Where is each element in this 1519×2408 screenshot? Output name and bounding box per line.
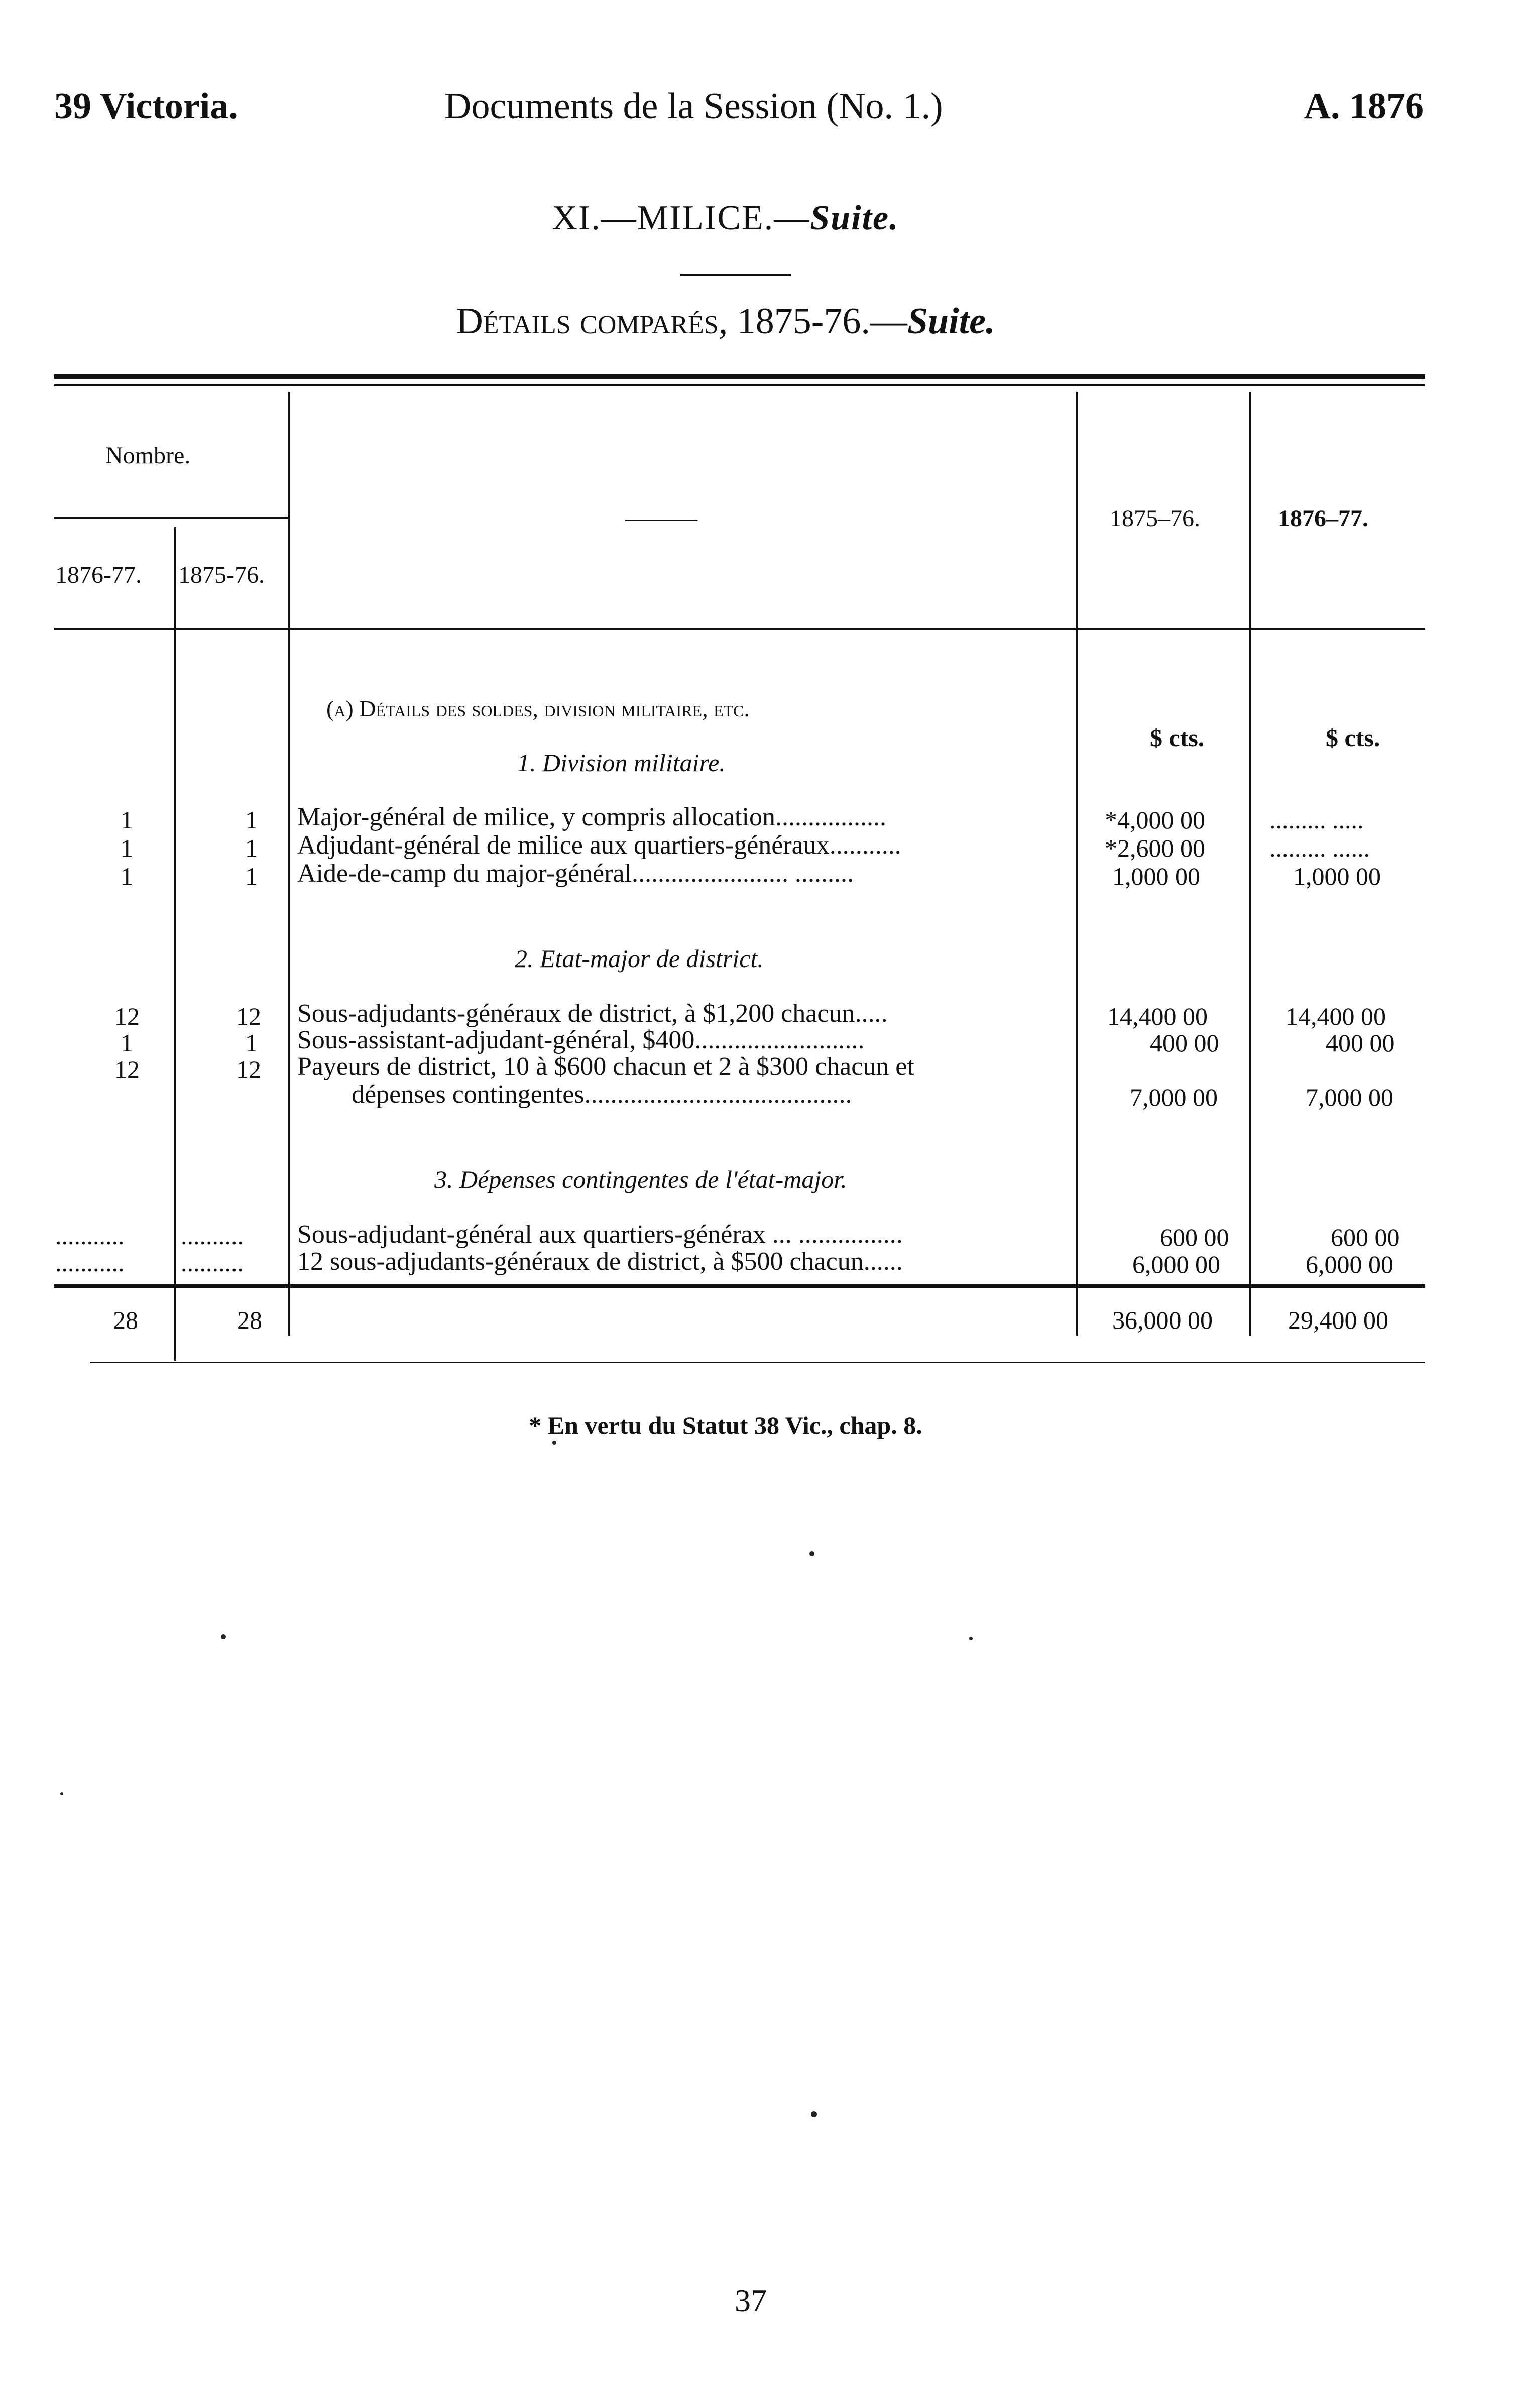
row-label: Major-général de milice, y compris allocation................. bbox=[297, 803, 886, 831]
section-title bbox=[0, 198, 1451, 238]
footnote: * En vertu du Statut 38 Vic., chap. 8. bbox=[529, 1411, 922, 1439]
col-year-1875-76: 1875–76. bbox=[1110, 505, 1200, 532]
row-amount-1875-76: 6,000 00 bbox=[1132, 1250, 1220, 1278]
row-amount-1876-77: 14,400 00 bbox=[1286, 1002, 1386, 1030]
row-label: Aide-de-camp du major-général........................ ......... bbox=[297, 859, 854, 888]
table-bottom-rule bbox=[90, 1362, 1425, 1363]
row-label: Sous-adjudants-généraux de district, à $1,200 chacun..... bbox=[297, 999, 888, 1028]
row-amount-1875-76: 1,000 00 bbox=[1112, 862, 1200, 890]
table-divider-count-columns bbox=[174, 527, 176, 1361]
subtitle-suite: Suite. bbox=[907, 301, 995, 342]
row-count-1875-76: 1 bbox=[245, 806, 258, 834]
row-count-1875-76: 1 bbox=[245, 834, 258, 862]
row-amount-1876-77: ......... ..... bbox=[1269, 806, 1364, 834]
subtitle bbox=[0, 300, 1451, 343]
row-label: Sous-assistant-adjudant-général, $400.......................... bbox=[297, 1026, 865, 1054]
row-amount-1876-77: 6,000 00 bbox=[1306, 1250, 1393, 1278]
row-count-1876-77: 12 bbox=[114, 1002, 140, 1030]
row-count-1875-76: 1 bbox=[245, 862, 258, 890]
header-bottom-rule bbox=[54, 628, 1425, 630]
total-count-1875-76: 28 bbox=[237, 1306, 262, 1334]
row-label-continued: dépenses contingentes......................................... bbox=[352, 1080, 852, 1109]
title-rule bbox=[680, 274, 791, 276]
col-count-1876-77: 1876-77. bbox=[55, 562, 142, 588]
totals-top-rule-double bbox=[54, 1286, 1425, 1288]
table-top-rule bbox=[54, 374, 1425, 379]
section-title-suite: Suite. bbox=[810, 199, 899, 237]
section-title-district: 2. Etat-major de district. bbox=[515, 944, 764, 973]
scan-speck bbox=[60, 1792, 63, 1795]
row-amount-1875-76: 7,000 00 bbox=[1130, 1083, 1218, 1111]
scan-speck bbox=[969, 1637, 973, 1640]
section-title-division: 1. Division militaire. bbox=[517, 749, 726, 777]
row-amount-1876-77: 7,000 00 bbox=[1306, 1083, 1393, 1111]
totals-top-rule bbox=[54, 1284, 1425, 1286]
row-label: Payeurs de district, 10 à $600 chacun et 2 à $300 chacun et bbox=[297, 1052, 914, 1081]
row-amount-1875-76: 14,400 00 bbox=[1107, 1002, 1208, 1030]
row-count-1875-76: 12 bbox=[236, 1002, 261, 1030]
col-count-1875-76: 1875-76. bbox=[178, 562, 265, 588]
row-count-1876-77: 1 bbox=[121, 1029, 133, 1057]
row-count-1875-76: 12 bbox=[236, 1055, 261, 1083]
scan-speck bbox=[811, 2111, 817, 2117]
row-count-1876-77: ........... bbox=[55, 1222, 125, 1250]
row-count-1876-77: 1 bbox=[121, 862, 133, 890]
nombre-label: Nombre. bbox=[105, 442, 191, 469]
total-amount-1876-77: 29,400 00 bbox=[1288, 1306, 1388, 1334]
header-center: Documents de la Session (No. 1.) bbox=[444, 86, 943, 127]
row-amount-1876-77: 400 00 bbox=[1326, 1029, 1395, 1057]
row-label: Adjudant-général de milice aux quartiers-généraux........... bbox=[297, 831, 901, 860]
scan-speck bbox=[552, 1441, 556, 1445]
units-1876-77: $ cts. bbox=[1326, 724, 1380, 752]
table-divider-year-b bbox=[1249, 392, 1251, 1336]
table-top-rule-thin bbox=[54, 384, 1425, 386]
group-heading: (a) Détails des soldes, division militaire, etc. bbox=[326, 696, 750, 721]
row-count-1876-77: 12 bbox=[114, 1055, 140, 1083]
row-count-1876-77: 1 bbox=[121, 806, 133, 834]
units-1875-76: $ cts. bbox=[1150, 724, 1205, 752]
row-amount-1876-77: 600 00 bbox=[1331, 1223, 1400, 1251]
section-title-contingent: 3. Dépenses contingentes de l'état-major. bbox=[434, 1165, 847, 1193]
total-amount-1875-76: 36,000 00 bbox=[1112, 1306, 1213, 1334]
page-number: 37 bbox=[735, 2282, 767, 2318]
scan-speck bbox=[809, 1551, 814, 1556]
row-label: 12 sous-adjudants-généraux de district, à $500 chacun...... bbox=[297, 1247, 903, 1276]
header-right: A. 1876 bbox=[1304, 86, 1424, 127]
row-amount-1875-76: *2,600 00 bbox=[1105, 834, 1205, 862]
row-amount-1876-77: 1,000 00 bbox=[1293, 862, 1381, 890]
row-amount-1875-76: *4,000 00 bbox=[1105, 806, 1205, 834]
subtitle-main: Détails comparés, 1875-76.— bbox=[456, 301, 907, 342]
row-count-1875-76: 1 bbox=[245, 1029, 258, 1057]
row-count-1875-76: .......... bbox=[181, 1222, 244, 1250]
description-column-dash: ——— bbox=[625, 505, 697, 532]
table-divider-year-a bbox=[1076, 392, 1078, 1336]
row-amount-1876-77: ......... ...... bbox=[1269, 834, 1370, 862]
row-count-1876-77: 1 bbox=[121, 834, 133, 862]
section-title-main: XI.—MILICE.— bbox=[552, 199, 810, 237]
nombre-rule bbox=[54, 517, 288, 519]
row-label: Sous-adjudant-général aux quartiers-générax ... ................ bbox=[297, 1220, 903, 1249]
header-left: 39 Victoria. bbox=[54, 86, 238, 127]
col-year-1876-77: 1876–77. bbox=[1278, 505, 1368, 532]
row-amount-1875-76: 600 00 bbox=[1160, 1223, 1229, 1251]
row-count-1876-77: ........... bbox=[55, 1249, 125, 1277]
scan-speck bbox=[221, 1634, 226, 1639]
table-divider-counts bbox=[288, 392, 290, 1336]
row-count-1875-76: .......... bbox=[181, 1249, 244, 1277]
total-count-1876-77: 28 bbox=[113, 1306, 138, 1334]
row-amount-1875-76: 400 00 bbox=[1150, 1029, 1219, 1057]
